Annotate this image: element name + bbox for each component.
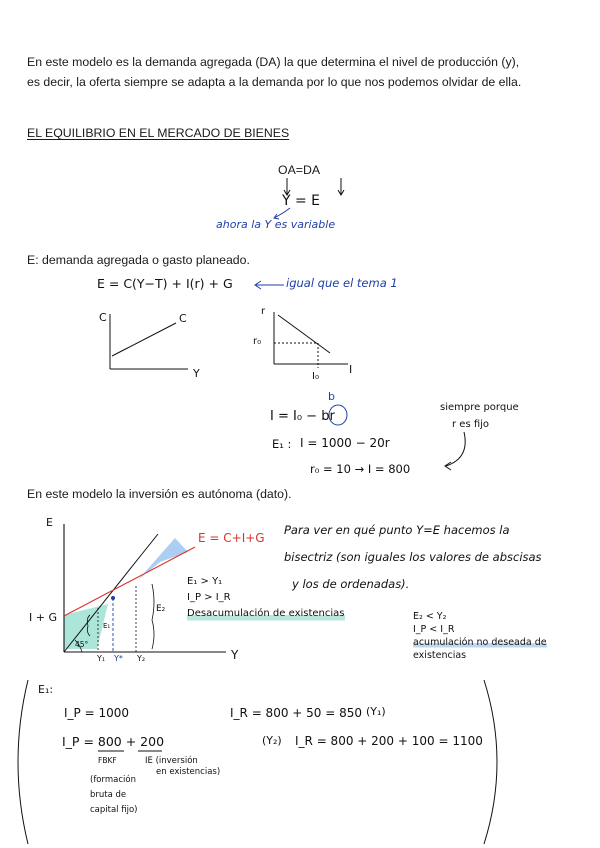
expenditure-line-label: E = C+I+G — [198, 531, 265, 545]
y1-tag: (Y₁) — [366, 705, 386, 718]
i0-label: I₀ — [312, 371, 319, 382]
y-variable-note: ahora la Y es variable — [216, 218, 336, 231]
e1-equation-label: E₁ : — [272, 437, 292, 451]
intro-line-1: En este modelo es la demanda agregada (DA) la que determina el nivel de producción (y), — [27, 55, 520, 69]
split-underlines — [96, 749, 166, 755]
case-2-line-1: E₂ < Y₂ — [413, 611, 447, 622]
demand-formula: E = C(Y−T) + I(r) + G — [97, 276, 233, 291]
y2-label: Y₂ — [137, 654, 146, 663]
i-axis-label: I — [349, 363, 353, 376]
r0-label: r₀ — [253, 336, 262, 347]
planned-investment-split: I_P = 800 + 200 — [62, 734, 165, 749]
accumulation-area — [138, 538, 188, 580]
b-label: b — [328, 390, 335, 403]
e1-brace-label: E₁ — [103, 622, 111, 630]
c-graph-y-axis: Y — [193, 367, 200, 380]
c-curve-label: C — [179, 312, 187, 325]
y1-label: Y₁ — [97, 654, 106, 663]
c-axis-label: C — [99, 311, 107, 324]
ie-label-2: en existencias) — [156, 767, 221, 777]
case-2-notes — [413, 610, 547, 662]
intro-paragraph — [27, 52, 587, 92]
realized-investment-y1: I_R = 800 + 50 = 850 — [230, 706, 363, 720]
section-title: EL EQUILIBRIO EN EL MERCADO DE BIENES — [27, 126, 290, 140]
oa-da-label: OA=DA — [278, 163, 321, 177]
e2-brace-label: E₂ — [156, 604, 166, 614]
equilibrium-point — [111, 596, 115, 600]
intercept-label: I + G — [29, 611, 57, 624]
autonomous-sentence: En este modelo la inversión es autónoma (dato). — [27, 487, 292, 501]
fbkf-explanation — [90, 773, 137, 818]
e1-block-parentheses — [10, 676, 510, 848]
bisector-line — [64, 554, 142, 652]
y-equals-e: Y = E — [282, 193, 321, 209]
case-2-line-3: acumulación no deseada de — [413, 637, 547, 648]
fixed-rate-note-2: r es fijo — [452, 419, 490, 430]
e1-block-label: E₁: — [38, 683, 54, 696]
explanation-line-3: y los de ordenadas). — [292, 577, 410, 591]
fbkf-explanation-2: bruta de — [90, 790, 127, 800]
e1-investment-equation: I = 1000 − 20r — [300, 436, 390, 450]
explanation-line-1: Para ver en qué punto Y=E hacemos la — [284, 523, 510, 537]
case-1-notes — [187, 574, 345, 622]
fixed-rate-note-arrow — [440, 430, 480, 472]
bisector-line-ext — [142, 534, 158, 554]
main-y-axis-label: Y — [231, 648, 239, 662]
main-e-axis-label: E — [46, 516, 53, 529]
realized-investment-y2: I_R = 800 + 200 + 100 = 1100 — [295, 734, 483, 748]
e-definition: E: demanda agregada o gasto planeado. — [27, 253, 250, 267]
ie-label: IE (inversión — [145, 756, 198, 766]
case-2-line-2: I_P < I_R — [413, 624, 455, 635]
case-1-line-2: I_P > I_R — [187, 592, 231, 603]
formula-note: igual que el tema 1 — [286, 276, 398, 290]
r-axis-label: r — [261, 306, 266, 317]
formula-note-arrow — [250, 279, 290, 291]
ystar-label: Y* — [114, 654, 123, 663]
expenditure-line — [64, 547, 195, 616]
case-1-line-3: Desacumulación de existencias — [187, 606, 345, 622]
y2-tag: (Y₂) — [262, 734, 282, 747]
intro-line-2: es decir, la oferta siempre se adapta a la demanda por lo que nos podemos olvidar de ella. — [27, 75, 522, 89]
angle-label: 45° — [75, 640, 89, 649]
investment-equation: I = I₀ − br — [270, 409, 335, 424]
planned-investment: I_P = 1000 — [64, 706, 129, 720]
case-2-line-4: existencias — [413, 650, 467, 661]
fbkf-label: FBKF — [98, 756, 117, 765]
fbkf-explanation-1: (formación — [90, 775, 136, 785]
consumption-graph — [92, 306, 222, 386]
fixed-rate-note-1: siempre porque — [440, 402, 519, 413]
explanation-line-2: bisectriz (son iguales los valores de abscisas — [284, 550, 542, 564]
r0-investment-value: r₀ = 10 → I = 800 — [310, 462, 411, 476]
case-1-line-1: E₁ > Y₁ — [187, 576, 223, 587]
fbkf-explanation-3: capital fijo) — [90, 805, 138, 815]
